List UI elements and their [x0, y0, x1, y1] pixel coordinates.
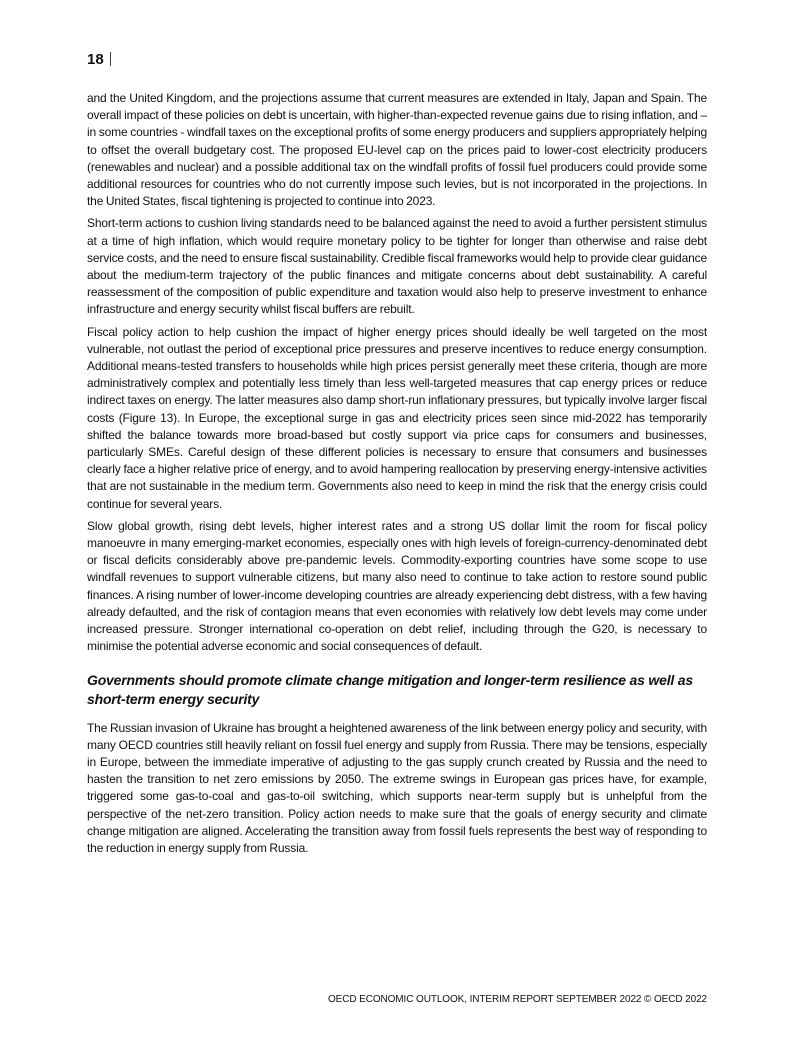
page-number-separator: [110, 52, 111, 66]
page-number-value: 18: [87, 51, 104, 68]
page-footer: OECD ECONOMIC OUTLOOK, INTERIM REPORT SEPTEMBER 2022 © OECD 2022: [327, 994, 707, 1005]
paragraph-emerging-markets: Slow global growth, rising debt levels, higher interest rates and a strong US dollar limit the room for fiscal policy manoeuvre in many emerging-market economies, especially ones with high levels of foreign-currency-denominated debt or fiscal deficits considerably above pre-pandemic levels. Commodity-exporting countries have some scope to use windfall revenues to support vulnerable citizens, but many also need to continue to take action to restore sound public finances. A rising number of lower-income developing countries are already experiencing debt distress, with a few having already defaulted, and the risk of contagion means that even economies with relatively low debt levels may come under increased pressure. Stronger international co-operation on debt relief, including through the G20, is necessary to minimise the potential adverse economic and social consequences of default.: [87, 518, 707, 654]
paragraph-energy-security: The Russian invasion of Ukraine has brought a heightened awareness of the link between energy policy and security, with many OECD countries still heavily reliant on fossil fuel energy and supply from Russia. There may be tensions, especially in Europe, between the immediate imperative of adjusting to the gas supply crunch created by Russia and the need to hasten the transition to net zero emissions by 2050. The extreme swings in European gas prices have, for example, triggered some gas-to-coal and gas-to-oil switching, which supports near-term supply but is unhelpful from the perspective of the net-zero transition. Policy action needs to make sure that the goals of energy security and climate change mitigation are aligned. Accelerating the transition away from fossil fuels represents the best way of responding to the reduction in energy supply from Russia.: [87, 720, 707, 855]
paragraph-energy-prices: Fiscal policy action to help cushion the impact of higher energy prices should ideally be well targeted on the most vulnerable, not outlast the period of exceptional price pressures and preserve incentives to reduce energy consumption. Additional means-tested transfers to households while high prices persist generally meet these criteria, though are more administratively complex and potentially less timely than less well-targeted measures that cap energy prices or reduce indirect taxes on energy. The latter measures also damp short-run inflationary pressures, but typically involve larger fiscal costs (Figure 13). In Europe, the exceptional surge in gas and electricity prices seen since mid-2022 has temporarily shifted the balance towards more broad-based but costly support via price caps for consumers and businesses, particularly SMEs. Careful design of these different policies is necessary to ensure that consumers and businesses clearly face a higher relative price of energy, and to avoid hampering reallocation by preserving energy-intensive activities that are not sustainable in the medium term. Governments also need to keep in mind the risk that the energy crisis could continue for several years.: [87, 324, 707, 511]
paragraph-living-standards: Short-term actions to cushion living standards need to be balanced against the need to avoid a further persistent stimulus at a time of high inflation, which would require monetary policy to be tighter for longer than otherwise and raise debt service costs, and the need to ensure fiscal sustainability. Credible fiscal frameworks would help to provide clear guidance about the medium-term trajectory of the public finances and mitigate concerns about debt sustainability. A careful reassessment of the composition of public expenditure and taxation would also help to preserve investment to enhance infrastructure and energy security whilst fiscal buffers are rebuilt.: [87, 216, 707, 317]
paragraph-fiscal-measures: and the United Kingdom, and the projections assume that current measures are extended in Italy, Japan and Spain. The overall impact of these policies on debt is uncertain, with higher-than-expected revenue gains due to rising inflation, and – in some countries - windfall taxes on the exceptional profits of some energy producers and suppliers appropriately helping to offset the overall budgetary cost. The proposed EU-level cap on the prices paid to lower-cost electricity producers (renewables and nuclear) and a possible additional tax on the windfall profits of fossil fuel producers could provide some additional resources for countries who do not currently impose such levies, but is not incorporated in the projections. In the United States, fiscal tightening is projected to continue into 2023.: [87, 91, 707, 209]
main-content: [87, 90, 707, 862]
page-number: [87, 51, 111, 69]
section-heading: Governments should promote climate change mitigation and longer-term resilience as well as short-term energy security: [87, 671, 693, 707]
